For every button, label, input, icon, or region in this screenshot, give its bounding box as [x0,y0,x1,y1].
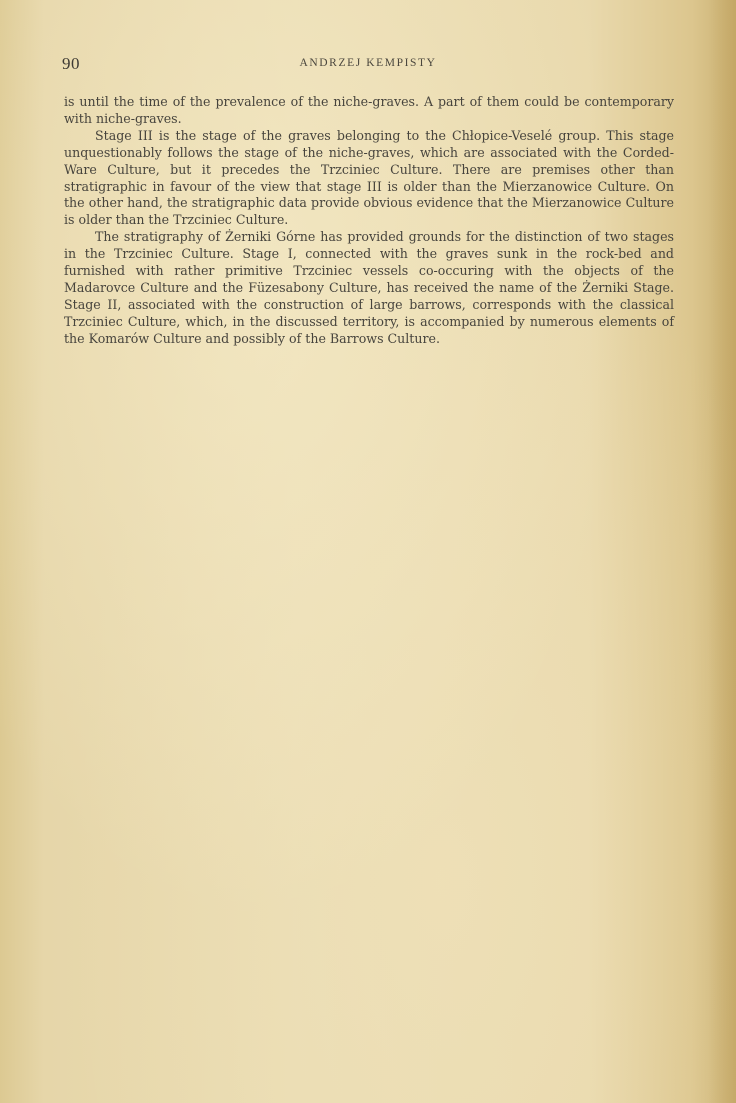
running-head: ANDRZEJ KEMPISTY [299,57,437,69]
body-text [64,94,674,348]
paragraph-1: is until the time of the prevalence of the niche-graves. A part of them could be contemporary with niche-graves. [64,94,674,126]
paragraph-2: Stage III is the stage of the graves belonging to the Chłopice-Veselé group. This stage unquestionably follows the stage of the niche-graves, which are associated with the Corded-Ware Culture, but it precedes the Trzciniec Culture. There are premises other than stratigraphic in favour of the view that stage III is older than the Mierzanowice Culture. On the other hand, the stratigraphic data provide obvious evidence that the Mierzanowice Culture is older than the Trzciniec Culture. [64,127,674,228]
paragraph-3: The stratigraphy of Żerniki Górne has provided grounds for the distinction of two stages in the Trzciniec Culture. Stage I, connected with the graves sunk in the rock-bed and furnished with rather primitive Trzciniec vessels co-occuring with the objects of the Madarovce Culture and the Füzesabony Culture, has received the name of the Żerniki Stage. Stage II, associated with the construction of large barrows, corresponds with the classical Trzciniec Culture, which, in the discussed territory, is accompanied by numerous elements of the Komarów Culture and possibly of the Barrows Culture. [64,229,674,346]
page-number: 90 [62,54,80,73]
